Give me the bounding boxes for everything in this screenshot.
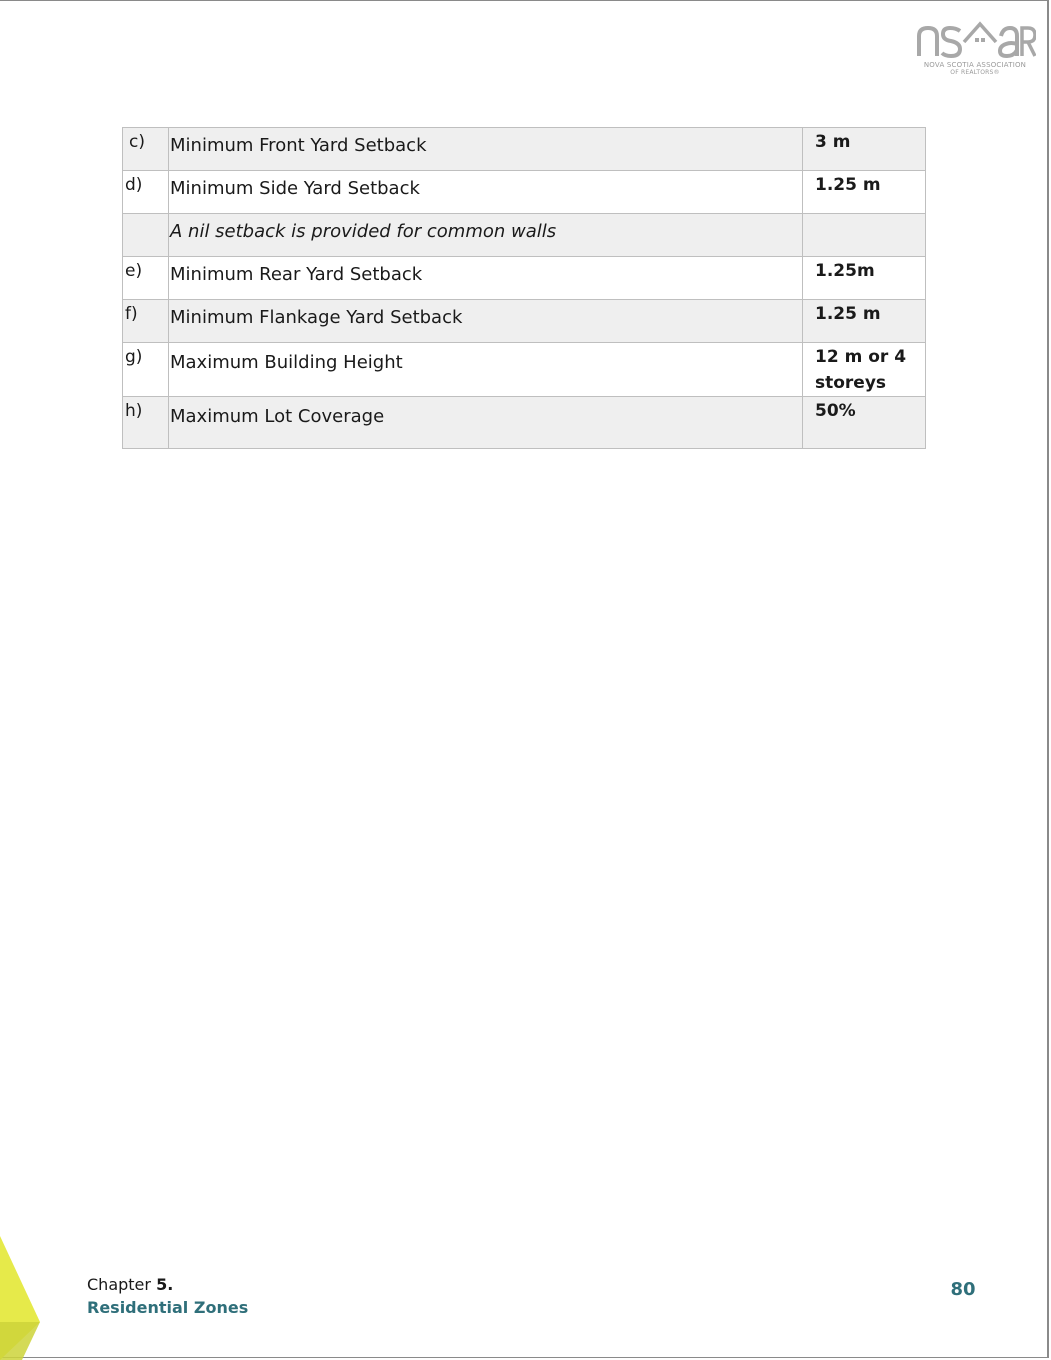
row-letter: e) xyxy=(125,261,143,281)
footer-section-title: Residential Zones xyxy=(87,1298,249,1317)
row-letter: c) xyxy=(129,132,145,152)
row-value xyxy=(803,214,925,215)
page-number: 80 xyxy=(950,1279,976,1300)
row-letter: d) xyxy=(125,175,143,195)
table-row xyxy=(123,128,926,171)
row-value-cell xyxy=(803,397,926,449)
row-description: Maximum Lot Coverage xyxy=(170,406,385,427)
row-letter-cell xyxy=(123,128,169,171)
row-letter: g) xyxy=(125,347,143,367)
row-letter xyxy=(123,214,168,216)
row-note-cell xyxy=(169,214,803,257)
table-row xyxy=(123,257,926,300)
row-description: Minimum Flankage Yard Setback xyxy=(170,307,463,328)
table-row xyxy=(123,343,926,397)
row-description: Minimum Rear Yard Setback xyxy=(170,264,423,285)
table-row xyxy=(123,171,926,214)
logo-caption-line1: NOVA SCOTIA ASSOCIATION xyxy=(923,61,1027,69)
footer-chapter-label: Chapter xyxy=(87,1275,151,1294)
table-row xyxy=(123,300,926,343)
row-letter-cell xyxy=(123,397,169,449)
row-description-cell xyxy=(169,171,803,214)
row-value: 1.25m xyxy=(815,261,875,281)
zone-requirements-table xyxy=(122,127,925,449)
row-description-cell xyxy=(169,257,803,300)
row-value: 1.25 m xyxy=(815,175,881,195)
row-description: Minimum Front Yard Setback xyxy=(170,135,427,156)
row-value: 3 m xyxy=(815,132,851,152)
row-letter: h) xyxy=(125,401,143,421)
row-value-cell xyxy=(803,257,926,300)
row-description: Maximum Building Height xyxy=(170,352,403,373)
row-description-cell xyxy=(169,343,803,397)
row-value-cell xyxy=(803,343,926,397)
row-value: 50% xyxy=(815,401,856,421)
footer-chapter xyxy=(87,1275,173,1295)
row-value-cell xyxy=(803,214,926,257)
row-letter-cell xyxy=(123,171,169,214)
row-value: 12 m or 4 storeys xyxy=(815,347,907,393)
nsar-logo-icon xyxy=(914,16,1036,60)
nsar-logo xyxy=(914,16,1036,80)
logo-caption-line2: OF REALTORS® xyxy=(950,69,1000,76)
row-value-cell xyxy=(803,128,926,171)
row-description-cell xyxy=(169,397,803,449)
row-letter-cell xyxy=(123,257,169,300)
logo-caption xyxy=(914,61,1036,77)
row-value: 1.25 m xyxy=(815,304,881,324)
corner-decoration xyxy=(0,1236,40,1360)
table-row xyxy=(123,214,926,257)
row-description: Minimum Side Yard Setback xyxy=(170,178,420,199)
table-row xyxy=(123,397,926,449)
row-description-cell xyxy=(169,300,803,343)
row-note: A nil setback is provided for common walls xyxy=(170,221,557,242)
row-letter: f) xyxy=(125,304,138,324)
row-value-cell xyxy=(803,300,926,343)
row-letter-cell xyxy=(123,300,169,343)
row-value-cell xyxy=(803,171,926,214)
footer-chapter-number: 5. xyxy=(156,1275,174,1294)
row-letter-cell xyxy=(123,343,169,397)
row-letter-cell xyxy=(123,214,169,257)
row-description-cell xyxy=(169,128,803,171)
